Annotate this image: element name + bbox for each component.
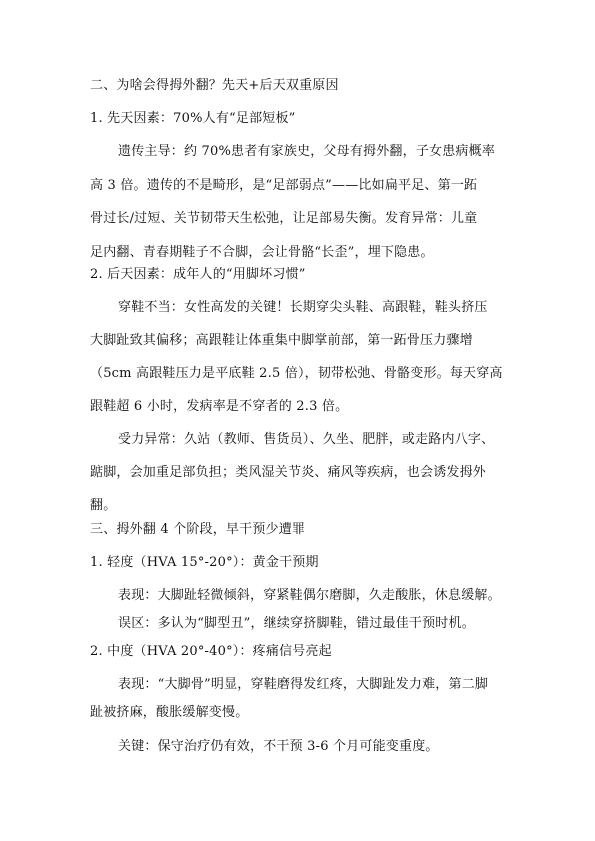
section-2-item-2-heading: 2. 后天因素：成年人的“用脚坏习惯” [90,267,306,282]
section-3-title: 三、拇外翻 4 个阶段，早干预少遭罪 [90,522,306,537]
paragraph-line: 关键：保守治疗仍有效，不干预 3-6 个月可能变重度。 [118,739,439,754]
section-2-title: 二、为啥会得拇外翻？先天+后天双重原因 [90,78,339,93]
paragraph-line: 踮脚，会加重足部负担；类风湿关节炎、痛风等疾病，也会诱发拇外 [90,465,487,480]
paragraph-line: 遗传主导：约 70%患者有家族史，父母有拇外翻，子女患病概率 [118,144,496,159]
paragraph-line: 跟鞋超 6 小时，发病率是不穿者的 2.3 倍。 [90,399,349,414]
paragraph-line: （5cm 高跟鞋压力是平底鞋 2.5 倍），韧带松弛、骨骼变形。每天穿高 [90,366,503,381]
paragraph-line: 穿鞋不当：女性高发的关键！长期穿尖头鞋、高跟鞋，鞋头挤压 [118,300,488,315]
paragraph-line: 趾被挤麻，酸胀缓解变慢。 [90,705,249,720]
paragraph-line: 翻。 [90,498,117,513]
paragraph-line: 误区：多认为“脚型丑”，继续穿挤脚鞋，错过最佳干预时机。 [118,616,475,631]
section-3-stage-1-heading: 1. 轻度（HVA 15°-20°）：黄金干预期 [90,555,319,570]
paragraph-line: 骨过长/过短、关节韧带天生松弛，让足部易失衡。发育异常：儿童 [90,211,478,226]
paragraph-line: 受力异常：久站（教师、售货员）、久坐、肥胖，或走路内八字、 [118,432,495,447]
section-3-stage-2-heading: 2. 中度（HVA 20°-40°）：疼痛信号亮起 [90,644,332,659]
paragraph-line: 表现：大脚趾轻微倾斜，穿紧鞋偶尔磨脚，久走酸胀，休息缓解。 [118,588,501,603]
paragraph-line: 表现：“大脚骨”明显，穿鞋磨得发红疼，大脚趾发力难，第二脚 [118,677,489,692]
section-2-item-1-heading: 1. 先天因素：70%人有“足部短板” [90,111,296,126]
paragraph-line: 足内翻、青春期鞋子不合脚，会让骨骼“长歪”，埋下隐患。 [90,245,434,260]
paragraph-line: 大脚趾致其偏移；高跟鞋让体重集中脚掌前部，第一跖骨压力骤增 [90,333,473,348]
paragraph-line: 高 3 倍。遗传的不是畸形，是“足部弱点”——比如扁平足、第一跖 [90,178,478,193]
